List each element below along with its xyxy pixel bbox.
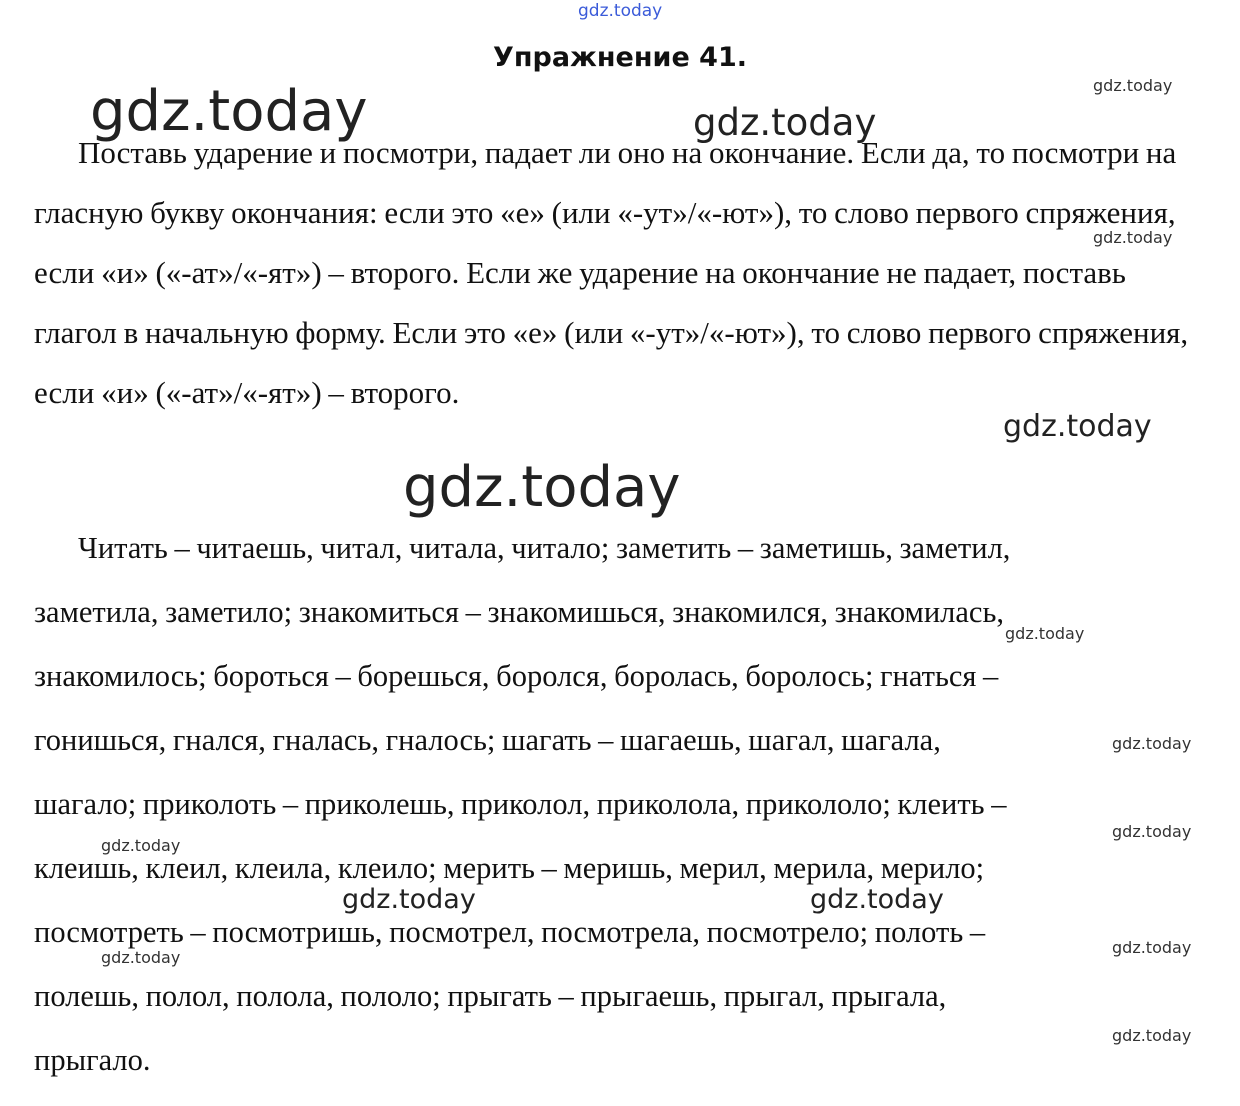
- watermark: gdz.today: [1112, 734, 1192, 753]
- answer-line: знакомилось; бороться – борешься, боролся, боролась, боролось; гнаться –: [34, 659, 999, 693]
- watermark: gdz.today: [1093, 76, 1173, 95]
- watermark: gdz.today: [810, 884, 944, 915]
- answer-line: полешь, полол, полола, пололо; прыгать – прыгаешь, прыгал, прыгала,: [34, 979, 947, 1013]
- answer-line: посмотреть – посмотришь, посмотрел, посмотрела, посмотрело; полоть –: [34, 915, 986, 949]
- watermark: gdz.today: [1005, 624, 1085, 643]
- watermark: gdz.today: [693, 101, 877, 144]
- answer-line: Читать – читаешь, читал, читала, читало; заметить – заметишь, заметил,: [78, 531, 1011, 565]
- answer-line: заметила, заметило; знакомиться – знакомишься, знакомился, знакомилась,: [34, 595, 1004, 629]
- watermark: gdz.today: [90, 79, 368, 144]
- watermark: gdz.today: [101, 948, 181, 967]
- watermark: gdz.today: [403, 455, 681, 520]
- watermark: gdz.today: [101, 836, 181, 855]
- answer-line: клеишь, клеил, клеила, клеило; мерить – меришь, мерил, мерила, мерило;: [34, 851, 985, 885]
- answer-line: гонишься, гнался, гналась, гналось; шагать – шагаешь, шагал, шагала,: [34, 723, 941, 757]
- exercise-title: Упражнение 41.: [493, 42, 747, 73]
- explanation-paragraph: Поставь ударение и посмотри, падает ли оно на окончание. Если да, то посмотри на гласную букву окончания: если это «е» (или «-ут»/«-ют»), то слово первого спряжения, если «и» («-ат»/«-ят») – второго. Если же ударение на окончание не падает, поставь глагол в начальную форму. Если это «е» (или «-ут»/«-ют»), то слово первого спряжения, если «и» («-ат»/«-ят») – второго.: [34, 135, 1189, 410]
- watermark-top: gdz.today: [578, 1, 663, 21]
- watermark: gdz.today: [1112, 822, 1192, 841]
- answer-block: [34, 516, 1209, 1092]
- watermark: gdz.today: [1112, 1026, 1192, 1045]
- watermark: gdz.today: [1003, 409, 1152, 444]
- watermark: gdz.today: [1112, 938, 1192, 957]
- watermark: gdz.today: [1093, 228, 1173, 247]
- answer-line: прыгало.: [34, 1043, 151, 1077]
- answer-line: шагало; приколоть – приколешь, приколол, приколола, прикололо; клеить –: [34, 787, 1007, 821]
- watermark: gdz.today: [342, 884, 476, 915]
